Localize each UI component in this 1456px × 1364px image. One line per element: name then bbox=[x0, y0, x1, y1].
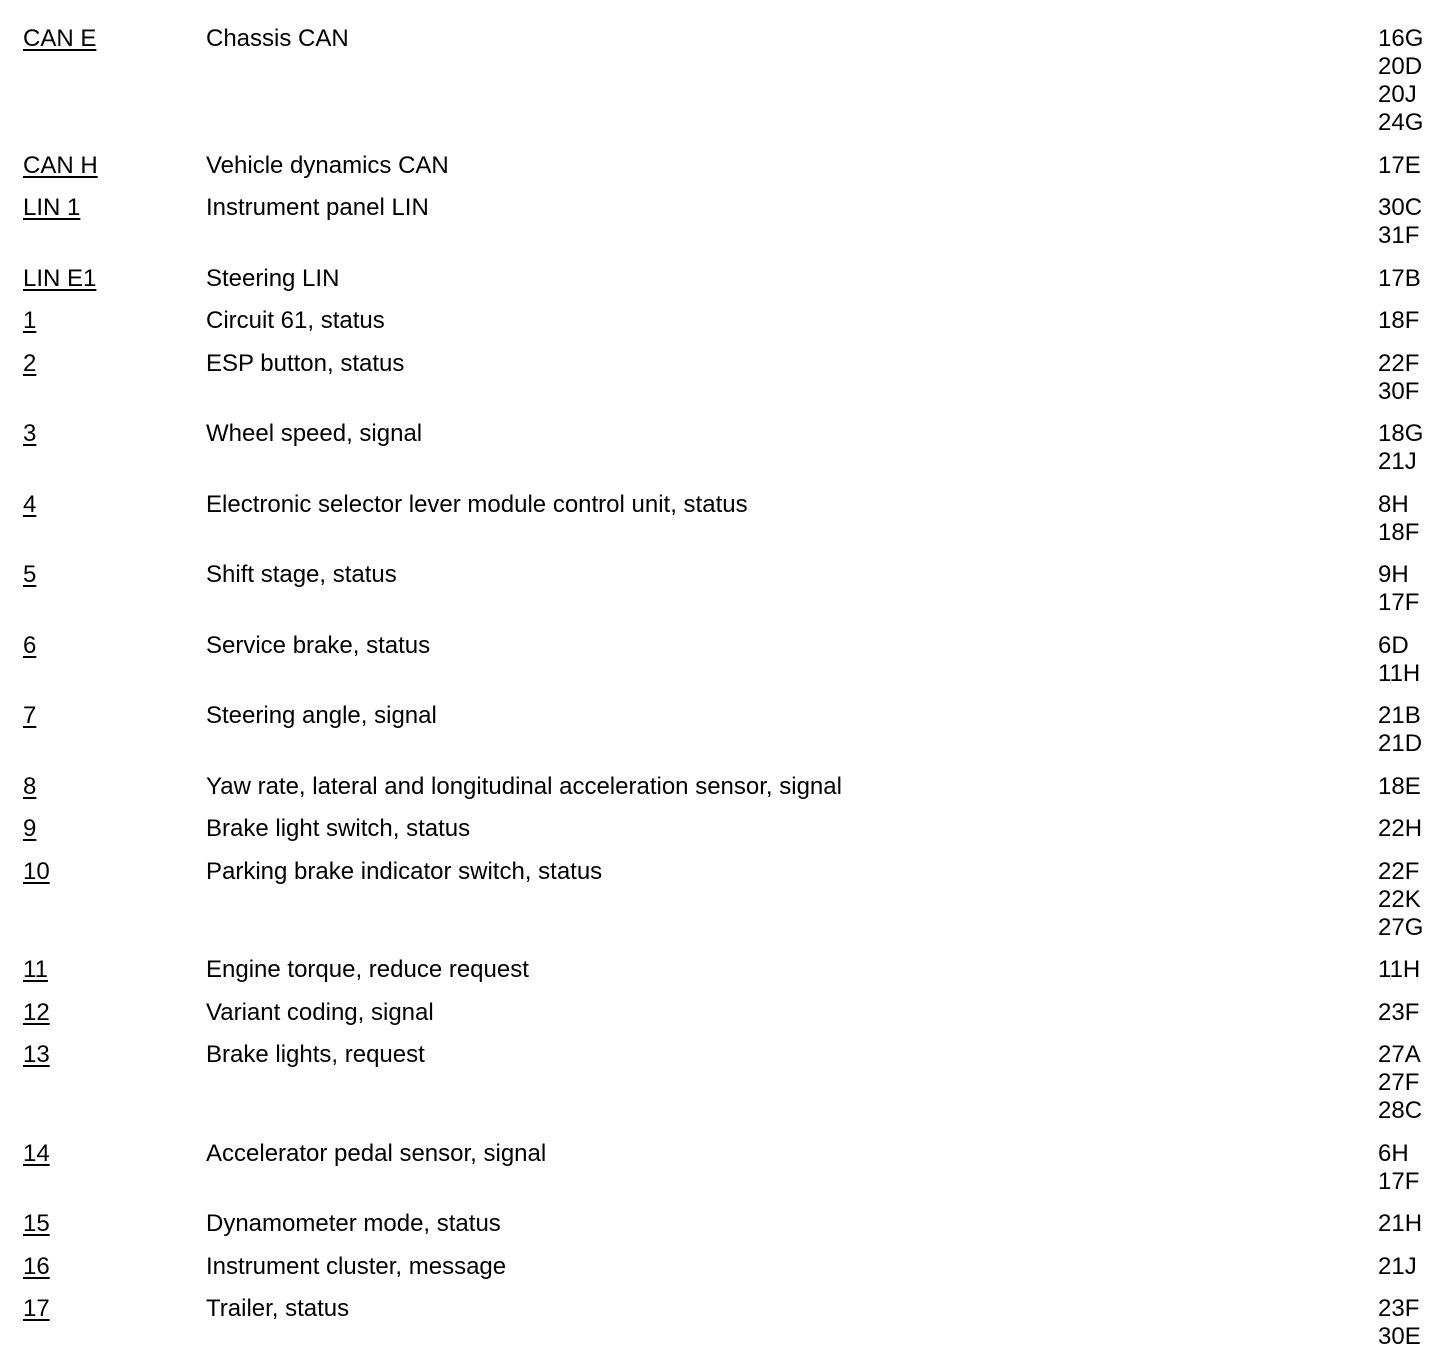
legend-code-link[interactable]: LIN 1 bbox=[23, 194, 81, 221]
legend-description: Wheel speed, signal bbox=[206, 420, 423, 447]
legend-grid-references bbox=[1378, 815, 1422, 843]
legend-grid-references bbox=[1378, 1295, 1421, 1351]
grid-reference: 18G bbox=[1378, 420, 1424, 447]
legend-grid-references bbox=[1378, 632, 1420, 688]
legend-code-link[interactable]: 15 bbox=[23, 1210, 50, 1237]
legend-code-link[interactable]: 4 bbox=[23, 491, 37, 518]
legend-grid-references bbox=[1378, 420, 1423, 476]
legend-code-link[interactable]: 1 bbox=[23, 307, 37, 334]
legend-description: Steering LIN bbox=[206, 265, 340, 292]
grid-reference: 24G bbox=[1378, 109, 1424, 136]
grid-reference: 18F bbox=[1378, 307, 1420, 334]
grid-reference: 23F bbox=[1378, 999, 1420, 1026]
legend-grid-references bbox=[1378, 1253, 1417, 1281]
grid-reference: 21J bbox=[1378, 1253, 1417, 1280]
grid-reference: 6H bbox=[1378, 1140, 1409, 1167]
legend-grid-references bbox=[1378, 307, 1419, 335]
grid-reference: 31F bbox=[1378, 222, 1420, 249]
grid-reference: 6D bbox=[1378, 632, 1409, 659]
legend-description: Engine torque, reduce request bbox=[206, 956, 529, 983]
legend-code-link[interactable]: 2 bbox=[23, 350, 37, 377]
grid-reference: 22K bbox=[1378, 886, 1421, 913]
grid-reference: 27F bbox=[1378, 1069, 1420, 1096]
legend-code-link[interactable]: 9 bbox=[23, 815, 37, 842]
legend-code-link[interactable]: 3 bbox=[23, 420, 37, 447]
grid-reference: 28C bbox=[1378, 1097, 1423, 1124]
legend-grid-references bbox=[1378, 491, 1419, 547]
legend-grid-references bbox=[1378, 1140, 1419, 1196]
grid-reference: 8H bbox=[1378, 491, 1409, 518]
legend-description: Service brake, status bbox=[206, 632, 431, 659]
grid-reference: 20D bbox=[1378, 53, 1423, 80]
legend-grid-references bbox=[1378, 265, 1421, 293]
grid-reference: 11H bbox=[1378, 956, 1421, 983]
legend-description: Steering angle, signal bbox=[206, 702, 437, 729]
grid-reference: 30E bbox=[1378, 1323, 1421, 1350]
grid-reference: 17F bbox=[1378, 1168, 1420, 1195]
legend-code-link[interactable]: 11 bbox=[23, 956, 48, 983]
legend-code-link[interactable]: LIN E1 bbox=[23, 265, 97, 292]
legend-code-link[interactable]: 16 bbox=[23, 1253, 50, 1280]
grid-reference: 17E bbox=[1378, 152, 1421, 179]
legend-code-link[interactable]: 7 bbox=[23, 702, 37, 729]
grid-reference: 27G bbox=[1378, 914, 1424, 941]
legend-description: Trailer, status bbox=[206, 1295, 350, 1322]
legend-code-link[interactable]: CAN E bbox=[23, 25, 97, 52]
grid-reference: 17F bbox=[1378, 589, 1420, 616]
legend-grid-references bbox=[1378, 702, 1422, 758]
legend-code-link[interactable]: 10 bbox=[23, 858, 50, 885]
grid-reference: 27A bbox=[1378, 1041, 1421, 1068]
legend-code-link[interactable]: 13 bbox=[23, 1041, 50, 1068]
legend-code-link[interactable]: 8 bbox=[23, 773, 37, 800]
grid-reference: 30C bbox=[1378, 194, 1423, 221]
legend-grid-references bbox=[1378, 773, 1421, 801]
legend-description: Accelerator pedal sensor, signal bbox=[206, 1140, 547, 1167]
legend-grid-references bbox=[1378, 350, 1419, 406]
legend-description: Circuit 61, status bbox=[206, 307, 385, 334]
legend-description: Brake lights, request bbox=[206, 1041, 425, 1068]
grid-reference: 11H bbox=[1378, 660, 1421, 687]
grid-reference: 21B bbox=[1378, 702, 1421, 729]
legend-grid-references bbox=[1378, 1210, 1422, 1238]
grid-reference: 17B bbox=[1378, 265, 1421, 292]
grid-reference: 22F bbox=[1378, 350, 1420, 377]
grid-reference: 30F bbox=[1378, 378, 1420, 405]
legend-code-link[interactable]: CAN H bbox=[23, 152, 98, 179]
grid-reference: 9H bbox=[1378, 561, 1409, 588]
legend-grid-references bbox=[1378, 1041, 1422, 1125]
legend-description: Variant coding, signal bbox=[206, 999, 434, 1026]
grid-reference: 22F bbox=[1378, 858, 1420, 885]
legend-description: Electronic selector lever module control unit, status bbox=[206, 491, 748, 518]
grid-reference: 21H bbox=[1378, 1210, 1423, 1237]
grid-reference: 21D bbox=[1378, 730, 1423, 757]
legend-grid-references bbox=[1378, 561, 1419, 617]
grid-reference: 18E bbox=[1378, 773, 1421, 800]
legend-description: Vehicle dynamics CAN bbox=[206, 152, 449, 179]
legend-grid-references bbox=[1378, 999, 1419, 1027]
legend-grid-references bbox=[1378, 25, 1423, 137]
legend-description: Dynamometer mode, status bbox=[206, 1210, 501, 1237]
legend-description: Yaw rate, lateral and longitudinal acceleration sensor, signal bbox=[206, 773, 842, 800]
legend-description: Chassis CAN bbox=[206, 25, 349, 52]
grid-reference: 16G bbox=[1378, 25, 1424, 52]
legend-code-link[interactable]: 5 bbox=[23, 561, 37, 588]
legend-code-link[interactable]: 14 bbox=[23, 1140, 50, 1167]
legend-description: Instrument cluster, message bbox=[206, 1253, 507, 1280]
grid-reference: 21J bbox=[1378, 448, 1417, 475]
legend-description: Instrument panel LIN bbox=[206, 194, 429, 221]
legend-code-link[interactable]: 12 bbox=[23, 999, 50, 1026]
legend-description: ESP button, status bbox=[206, 350, 405, 377]
legend-description: Shift stage, status bbox=[206, 561, 397, 588]
grid-reference: 18F bbox=[1378, 519, 1420, 546]
legend-grid-references bbox=[1378, 194, 1422, 250]
grid-reference: 23F bbox=[1378, 1295, 1420, 1322]
grid-reference: 22H bbox=[1378, 815, 1423, 842]
legend-grid-references bbox=[1378, 152, 1421, 180]
legend-grid-references bbox=[1378, 956, 1420, 984]
legend-description: Parking brake indicator switch, status bbox=[206, 858, 603, 885]
legend-code-link[interactable]: 6 bbox=[23, 632, 37, 659]
legend-grid-references bbox=[1378, 858, 1423, 942]
legend-code-link[interactable]: 17 bbox=[23, 1295, 50, 1322]
grid-reference: 20J bbox=[1378, 81, 1417, 108]
legend-description: Brake light switch, status bbox=[206, 815, 471, 842]
